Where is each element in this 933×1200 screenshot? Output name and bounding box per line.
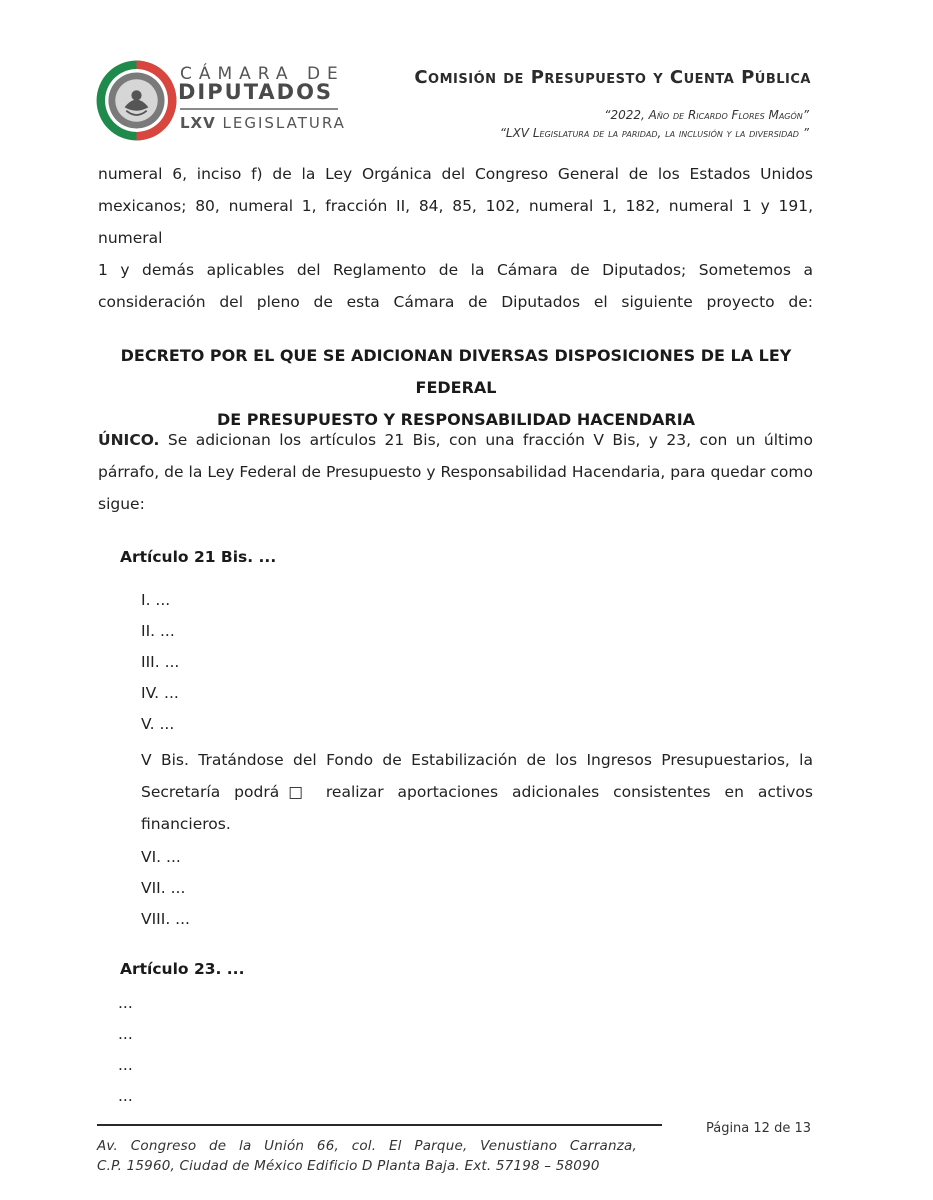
unico-paragraph	[98, 424, 813, 520]
footer-divider	[97, 1124, 662, 1126]
brand-legislatura-word: LEGISLATURA	[222, 114, 346, 132]
intro-paragraph	[98, 158, 813, 318]
fraction-item: I. ...	[141, 591, 171, 609]
brand-legislatura-number: LXV	[180, 114, 216, 132]
fraction-item: IV. ...	[141, 684, 179, 702]
intro-line: 1 y demás aplicables del Reglamento de la Cámara de Diputados; Sometemos a	[98, 261, 813, 279]
decree-title-line: DE PRESUPUESTO Y RESPONSABILIDAD HACENDARIA	[216, 410, 696, 429]
legislature-motto: “LXV Legislatura de la paridad, la inclusión y la diversidad ”	[499, 126, 809, 140]
article-23-paragraphs	[118, 993, 133, 1117]
page-number: Página 12 de 13	[705, 1121, 811, 1136]
fraction-v-bis	[141, 740, 813, 842]
article-21-bis-fractions	[141, 585, 813, 935]
footer-address-line: Av. Congreso de la Unión 66, col. El Parque, Venustiano Carranza,	[97, 1138, 637, 1154]
year-motto: “2022, Año de Ricardo Flores Magón”	[604, 108, 809, 122]
intro-line: mexicanos; 80, numeral 1, fracción II, 84, 85, 102, numeral 1, 182, numeral 1 y 191, numeral	[98, 197, 813, 247]
footer-address-line: C.P. 15960, Ciudad de México Edificio D Planta Baja. Ext. 57198 – 58090	[97, 1158, 600, 1174]
decree-title-line: DECRETO POR EL QUE SE ADICIONAN DIVERSAS DISPOSICIONES DE LA LEY FEDERAL	[120, 346, 792, 397]
intro-line: numeral 6, inciso f) de la Ley Orgánica del Congreso General de los Estados Unidos	[98, 165, 813, 183]
brand-divider	[180, 108, 338, 110]
fraction-item: III. ...	[141, 653, 180, 671]
ellipsis-paragraph: ...	[118, 1025, 133, 1043]
commission-title: Comisión de Presupuesto y Cuenta Pública	[414, 67, 811, 88]
camara-de-diputados-logo-icon	[94, 58, 179, 143]
fraction-item: VIII. ...	[141, 910, 190, 928]
brand-legislatura	[180, 114, 346, 132]
brand-diputados: DIPUTADOS	[178, 80, 334, 104]
fraction-item: II. ...	[141, 622, 175, 640]
article-23-heading: Artículo 23. ...	[120, 960, 245, 978]
article-21-bis-heading: Artículo 21 Bis. ...	[120, 548, 277, 566]
fraction-v-bis-line: financieros.	[141, 815, 231, 833]
intro-line: consideración del pleno de esta Cámara de Diputados el siguiente proyecto de:	[98, 293, 813, 311]
fraction-item: V. ...	[141, 715, 175, 733]
fraction-v-bis-line: V Bis. Tratándose del Fondo de Estabilización de los Ingresos Presupuestarios, la	[141, 751, 813, 769]
ellipsis-paragraph: ...	[118, 1087, 133, 1105]
unico-lead: ÚNICO.	[98, 431, 160, 449]
ellipsis-paragraph: ...	[118, 994, 133, 1012]
decree-title	[96, 340, 816, 436]
ellipsis-paragraph: ...	[118, 1056, 133, 1074]
fraction-item: VI. ...	[141, 848, 181, 866]
unico-text: Se adicionan los artículos 21 Bis, con una fracción V Bis, y 23, con un último párrafo, de la Ley Federal de Presupuesto y Responsabilidad Hacendaria, para quedar como sigue:	[98, 431, 813, 513]
fraction-item: VII. ...	[141, 879, 186, 897]
fraction-v-bis-line: Secretaría podrá□ realizar aportaciones adicionales consistentes en activos	[141, 783, 813, 801]
brand-camara-de: CÁMARA DE	[180, 64, 345, 84]
